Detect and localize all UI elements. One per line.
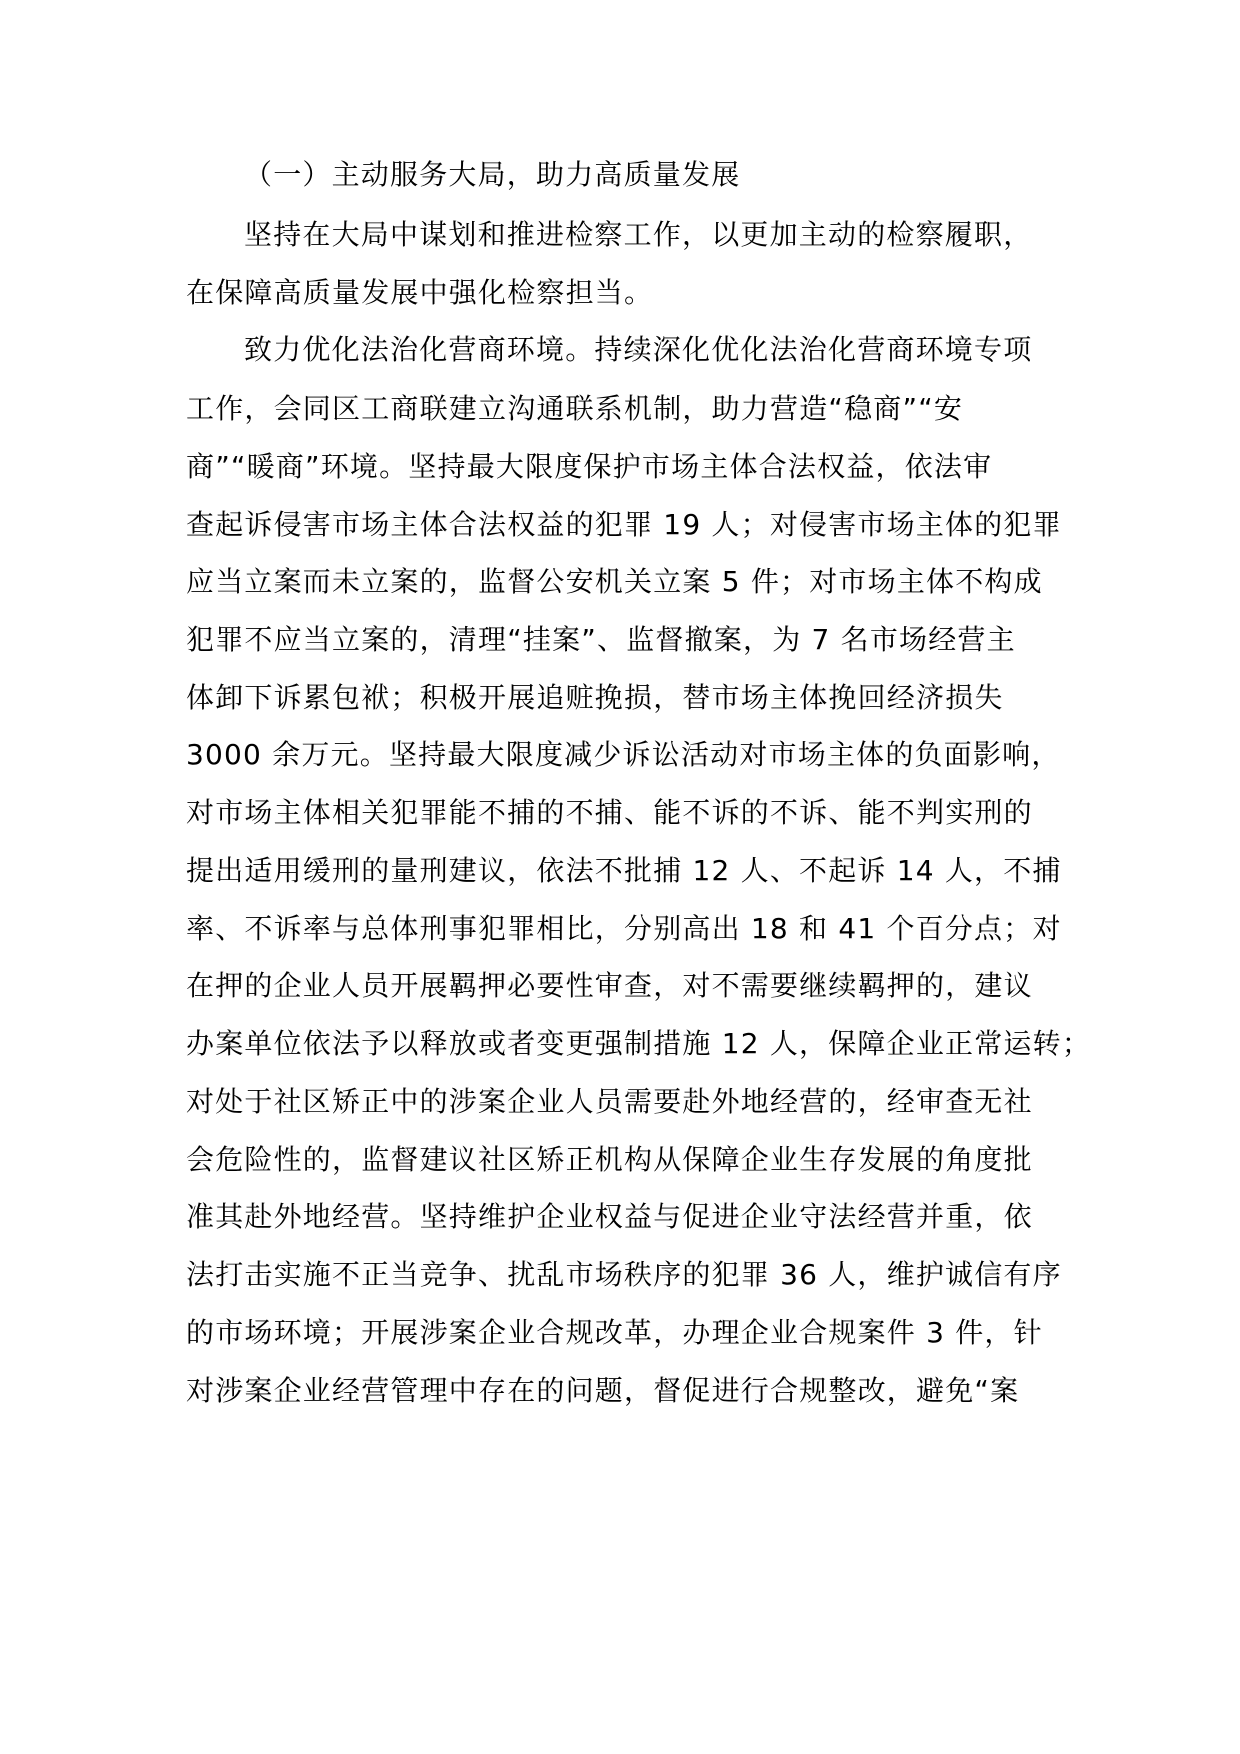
paragraph-2-line-14: 对处于社区矫正中的涉案企业人员需要赴外地经营的，经审查无社 xyxy=(186,1085,1033,1118)
paragraph-2-line-15: 会危险性的，监督建议社区矫正机构从保障企业生存发展的角度批 xyxy=(186,1143,1033,1176)
paragraph-2-line-18: 的市场环境；开展涉案企业合规改革，办理企业合规案件 3 件，针 xyxy=(186,1316,1043,1349)
paragraph-2-line-11: 率、不诉率与总体刑事犯罪相比，分别高出 18 和 41 个百分点；对 xyxy=(186,912,1062,945)
paragraph-2-line-7: 体卸下诉累包袱；积极开展追赃挽损，替市场主体挽回经济损失 xyxy=(186,681,1004,714)
paragraph-2-line-1: 致力优化法治化营商环境。持续深化优化法治化营商环境专项 xyxy=(244,333,1033,366)
paragraph-2-line-6: 犯罪不应当立案的，清理“挂案”、监督撤案，为 7 名市场经营主 xyxy=(186,623,1016,656)
paragraph-2-line-8: 3000 余万元。坚持最大限度减少诉讼活动对市场主体的负面影响， xyxy=(186,738,1061,771)
paragraph-2-line-4: 查起诉侵害市场主体合法权益的犯罪 19 人；对侵害市场主体的犯罪 xyxy=(186,508,1062,541)
paragraph-1-line-2: 在保障高质量发展中强化检察担当。 xyxy=(186,276,654,309)
paragraph-2-line-19: 对涉案企业经营管理中存在的问题，督促进行合规整改，避免“案 xyxy=(186,1374,1020,1407)
paragraph-2-line-13: 办案单位依法予以释放或者变更强制措施 12 人，保障企业正常运转； xyxy=(186,1027,1092,1060)
section-heading: （一）主动服务大局，助力高质量发展 xyxy=(244,158,741,191)
paragraph-2-line-12: 在押的企业人员开展羁押必要性审查，对不需要继续羁押的，建议 xyxy=(186,969,1033,1002)
paragraph-1-line-1: 坚持在大局中谋划和推进检察工作，以更加主动的检察履职， xyxy=(244,218,1033,251)
paragraph-2-line-2: 工作，会同区工商联建立沟通联系机制，助力营造“稳商”“安 xyxy=(186,392,964,425)
paragraph-2-line-16: 准其赴外地经营。坚持维护企业权益与促进企业守法经营并重，依 xyxy=(186,1200,1033,1233)
paragraph-2-line-3: 商”“暖商”环境。坚持最大限度保护市场主体合法权益，依法审 xyxy=(186,450,993,483)
paragraph-2-line-10: 提出适用缓刑的量刑建议，依法不批捕 12 人、不起诉 14 人，不捕 xyxy=(186,854,1062,887)
paragraph-2-line-9: 对市场主体相关犯罪能不捕的不捕、能不诉的不诉、能不判实刑的 xyxy=(186,796,1033,829)
paragraph-2-line-5: 应当立案而未立案的，监督公安机关立案 5 件；对市场主体不构成 xyxy=(186,565,1043,598)
paragraph-2-line-17: 法打击实施不正当竞争、扰乱市场秩序的犯罪 36 人，维护诚信有序 xyxy=(186,1258,1062,1291)
